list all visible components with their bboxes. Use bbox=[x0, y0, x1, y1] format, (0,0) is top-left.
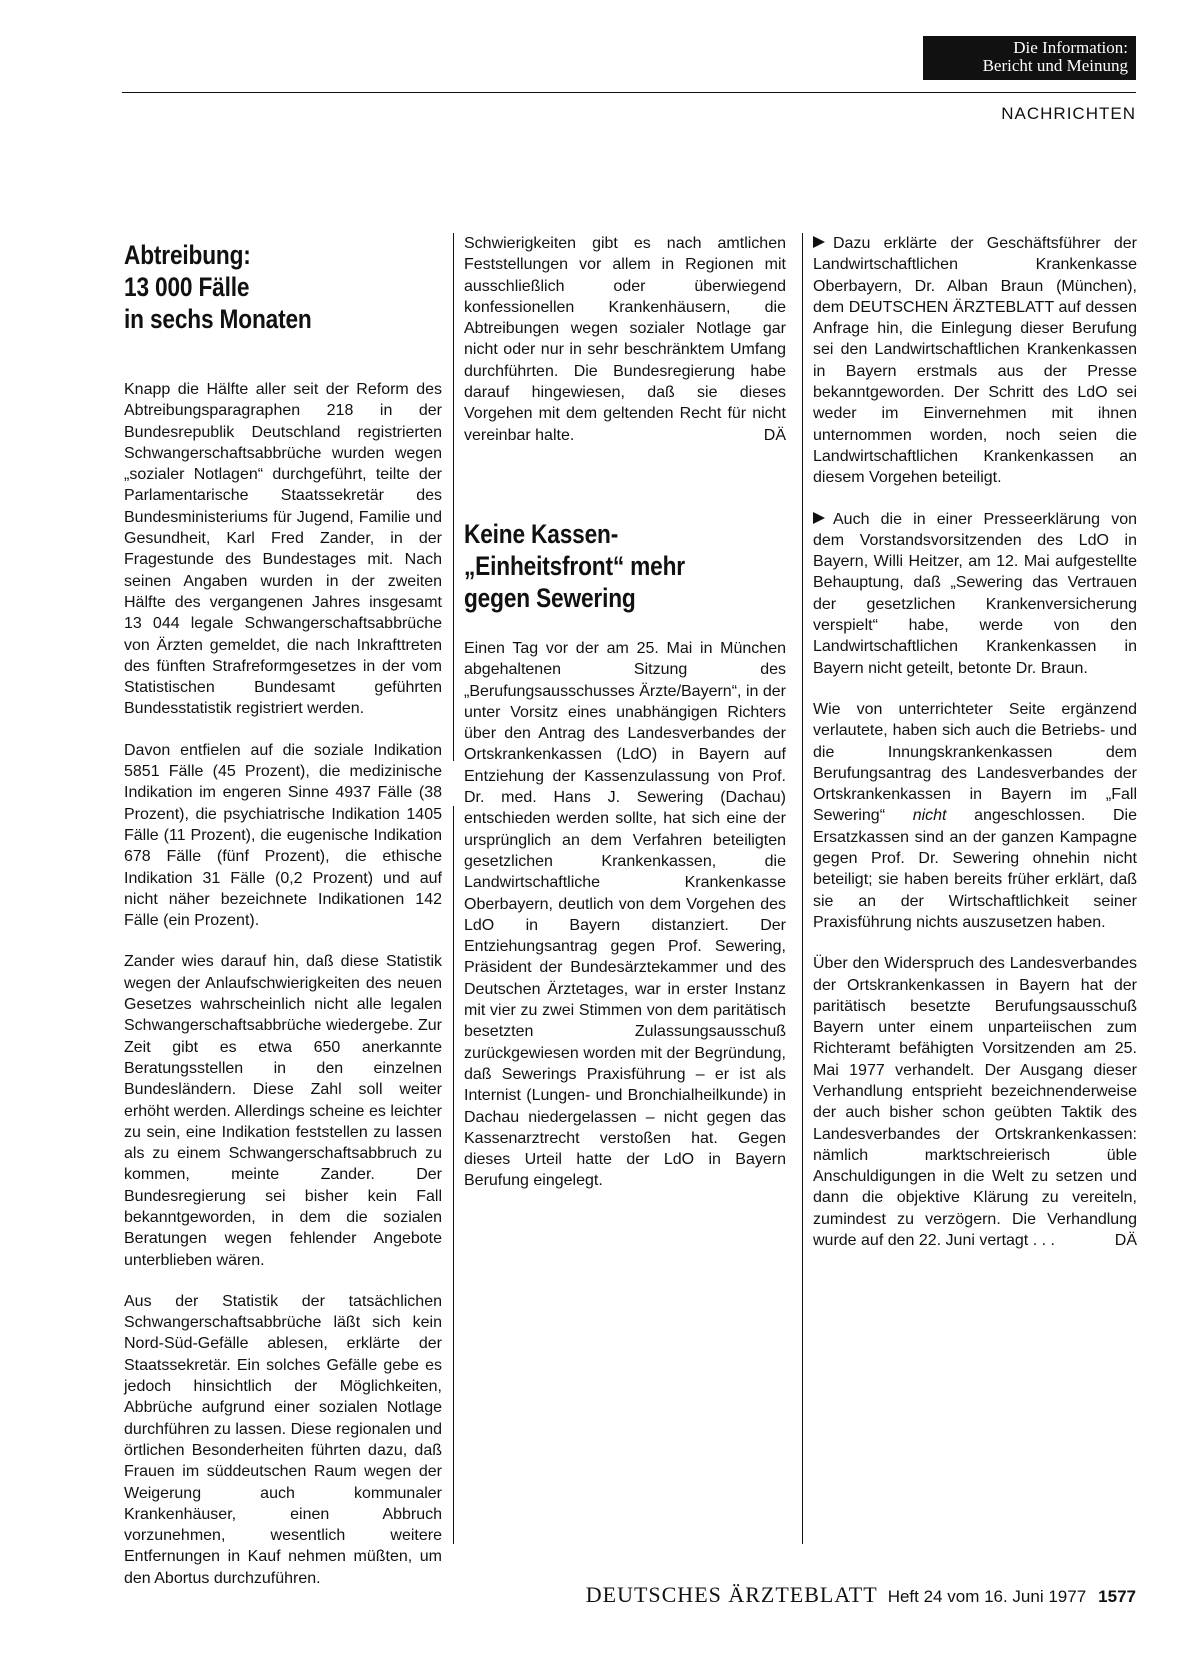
column-divider bbox=[453, 806, 454, 1544]
article-1-paragraph: Schwierigkeiten gibt es nach amtlichen Feststellungen vor allem in Regionen mit ausschließlich oder überwiegend konfessionellen Krankenhäusern, die Abtreibungen wegen sozialer Notlage gar nicht oder nur in sehr beschränktem Umfang durchführten. Die Bundesregierung habe darauf hingewiesen, daß sie dieses Vorgehen mit dem geltenden Recht für nicht vereinbar halte. DÄ bbox=[464, 233, 786, 446]
section-label: NACHRICHTEN bbox=[1001, 104, 1136, 123]
column-divider bbox=[453, 233, 454, 761]
arrow-bullet-icon bbox=[813, 236, 825, 248]
column-divider bbox=[802, 233, 803, 1544]
article-2-paragraph: Auch die in einer Presseerklärung von dem Vorstandsvorsitzenden des LdO in Bayern, Willi Heitzer, am 12. Mai aufgestellte Behauptung, daß „Sewering das Vertrauen der gesetzlichen Krankenversicherung verspielt“ habe, werde von den Landwirtschaftlichen Krankenkassen in Bayern nicht geteilt, betonte Dr. Braun. bbox=[813, 510, 1137, 677]
badge-line-1: Die Information: bbox=[1013, 38, 1128, 57]
article-2-paragraph: Über den Widerspruch des Landesverbandes der Ortskrankenkassen in Bayern hat der paritätisch besetzte Berufungsausschuß Bayern unter einem unparteiischen zum Richteramt befähigten Vorsitzenden am 25. Mai 1977 verhandelt. Der Ausgang dieser Verhandlung entsprieht bezeichnenderweise der auch bisher schon geübten Taktik des Landesverbandes der Ortskrankenkassen: nämlich marktschreierisch üble Anschuldigungen in die Welt zu setzen und dann die objektive Klärung zu vereiteln, zumindest zu verzögern. Die Verhandlung wurde auf den 22. Juni vertagt . . . DÄ bbox=[813, 953, 1137, 1251]
page-number: 1577 bbox=[1098, 1587, 1136, 1606]
arrow-bullet-icon bbox=[813, 512, 825, 524]
article-2-title: Keine Kassen- „Einheitsfront“ mehr gegen Sewering bbox=[464, 518, 685, 613]
article-2-paragraph: Dazu erklärte der Geschäftsführer der Landwirtschaftlichen Krankenkasse Oberbayern, Dr. Alban Braun (München), dem DEUTSCHEN ÄRZTEBLATT auf dessen Anfrage hin, die Einlegung dieser Berufung sei den Landwirtschaftlichen Krankenkassen in Bayern erstmals aus der Presse bekanntgeworden. Der Schritt des LdO sei weder im Einvernehmen mit ihnen unternommen worden, noch seien die Landwirtschaftlichen Krankenkassen an diesem Vorgehen beteiligt. bbox=[813, 235, 1137, 487]
article-1-paragraph: Knapp die Hälfte aller seit der Reform des Abtreibungsparagraphen 218 in der Bundesrepublik Deutschland registrierten Schwangerschaftsabbrüche wurden wegen „sozialer Notlagen“ durchgeführt, teilte der Parlamentarische Staatssekretär des Bundesministeriums für Jugend, Familie und Gesundheit, Karl Fred Zander, in der Fragestunde des Bundestages mit. Nach seinen Angaben wurden in der zweiten Hälfte des vergangenen Jahres insgesamt 13 044 legale Schwangerschaftsabbrüche von Ärzten gemeldet, die nach Inkrafttreten des fünften Strafreformgesetzes in der vom Statistischen Bundesamt geführten Bundesstatistik registriert werden. bbox=[124, 381, 442, 718]
header-badge bbox=[923, 36, 1136, 80]
article-1-paragraph: Davon entfielen auf die soziale Indikation 5851 Fälle (45 Prozent), die medizinische Indikation im engeren Sinne 4937 Fälle (38 Prozent), die psychiatrische Indikation 1405 Fälle (11 Prozent), die eugenische Indikation 678 Fälle (fünf Prozent), die ethische Indikation 31 Fälle (0,2 Prozent) und auf nicht näher bezeichnete Indikationen 142 Fälle (ein Prozent). bbox=[124, 741, 442, 930]
article-1-paragraph: Aus der Statistik der tatsächlichen Schwangerschaftsabbrüche läßt sich kein Nord-Süd-Gefälle ablesen, erklärte der Staatssekretär. Ein solches Gefälle gebe es jedoch hinsichtlich der Möglichkeiten, Abbrüche aufgrund einer sozialen Notlage durchführen zu lassen. Diese regionalen und örtlichen Besonderheiten führten dazu, daß Frauen im süddeutschen Raum wegen der Weigerung auch kommunaler Krankenhäuser, einen Abbruch vorzunehmen, wesentlich weitere Entfernungen in Kauf nehmen müßten, um den Abortus durchzuführen. bbox=[124, 1292, 442, 1587]
article-1-signature: DÄ bbox=[763, 426, 786, 444]
column-2 bbox=[464, 233, 786, 1212]
header-rule bbox=[122, 92, 1136, 93]
article-2-paragraph: Wie von unterrichteter Seite ergänzend verlautete, haben sich auch die Betriebs- und die Innungskrankenkassen dem Berufungsantrag des Landesverbandes der Ortskrankenkassen in Bayern im „Fall Sewering“ nicht angeschlossen. Die Ersatzkassen sind an der ganzen Kampagne gegen Prof. Dr. Sewering ohnehin nicht beteiligt; sie haben bereits früher erklärt, daß sie an der Wirtschaftlichkeit seiner Praxisführung nichts auszusetzen haben. bbox=[813, 700, 1137, 931]
article-2-paragraph: Einen Tag vor der am 25. Mai in München abgehaltenen Sitzung des „Berufungsausschusses Ärzte/Bayern“, in der unter Vorsitz eines unabhängigen Richters über den Antrag des Landesverbandes der Ortskrankenkassen (LdO) in Bayern auf Entziehung der Kassenzulassung von Prof. Dr. med. Hans J. Sewering (Dachau) entschieden werden sollte, hat sich eine der ursprünglich an dem Verfahren beteiligten gesetzlichen Krankenkassen, die Landwirtschaftliche Krankenkasse Oberbayern, deutlich von dem Vorgehen des LdO in Bayern distanziert. Der Entziehungsantrag gegen Prof. Sewering, Präsident der Bundesärztekammer und des Deutschen Ärztetages, war in erster Instanz mit vier zu zwei Stimmen von dem paritätisch besetzten Zulassungsausschuß zurückgewiesen worden mit der Begründung, daß Sewerings Praxisführung – er ist als Internist (Lungen- und Bronchialheilkunde) in Dachau niedergelassen – nicht gegen das Kassenarztrecht verstoßen hat. Gegen dieses Urteil hatte der LdO in Bayern Berufung eingelegt. bbox=[464, 639, 786, 1190]
article-1-title: Abtreibung: 13 000 Fälle in sechs Monaten bbox=[124, 240, 312, 334]
badge-line-2: Bericht und Meinung bbox=[982, 56, 1128, 75]
magazine-name: DEUTSCHES ÄRZTEBLATT bbox=[585, 1582, 878, 1607]
issue-info: Heft 24 vom 16. Juni 1977 bbox=[887, 1587, 1087, 1606]
column-1 bbox=[124, 239, 442, 1609]
column-3 bbox=[813, 233, 1137, 1271]
article-1-paragraph: Zander wies darauf hin, daß diese Statistik wegen der Anlaufschwierigkeiten des neuen Gesetzes wahrscheinlich nicht alle legalen Schwangerschaftsabbrüche wiedergebe. Zur Zeit gibt es etwa 650 anerkannte Beratungsstellen in den einzelnen Bundesländern. Diese Zahl soll weiter erhöht werden. Allerdings scheine es leichter zu sein, eine Indikation feststellen zu lassen als zu einem Schwangerschaftsabbruch zu kommen, meinte Zander. Der Bundesregierung sei bisher kein Fall bekanntgeworden, in dem die sozialen Beratungen wegen fehlender Angebote unterblieben wären. bbox=[124, 953, 442, 1269]
article-2-signature: DÄ bbox=[1114, 1232, 1137, 1250]
page-footer bbox=[586, 1582, 1136, 1608]
